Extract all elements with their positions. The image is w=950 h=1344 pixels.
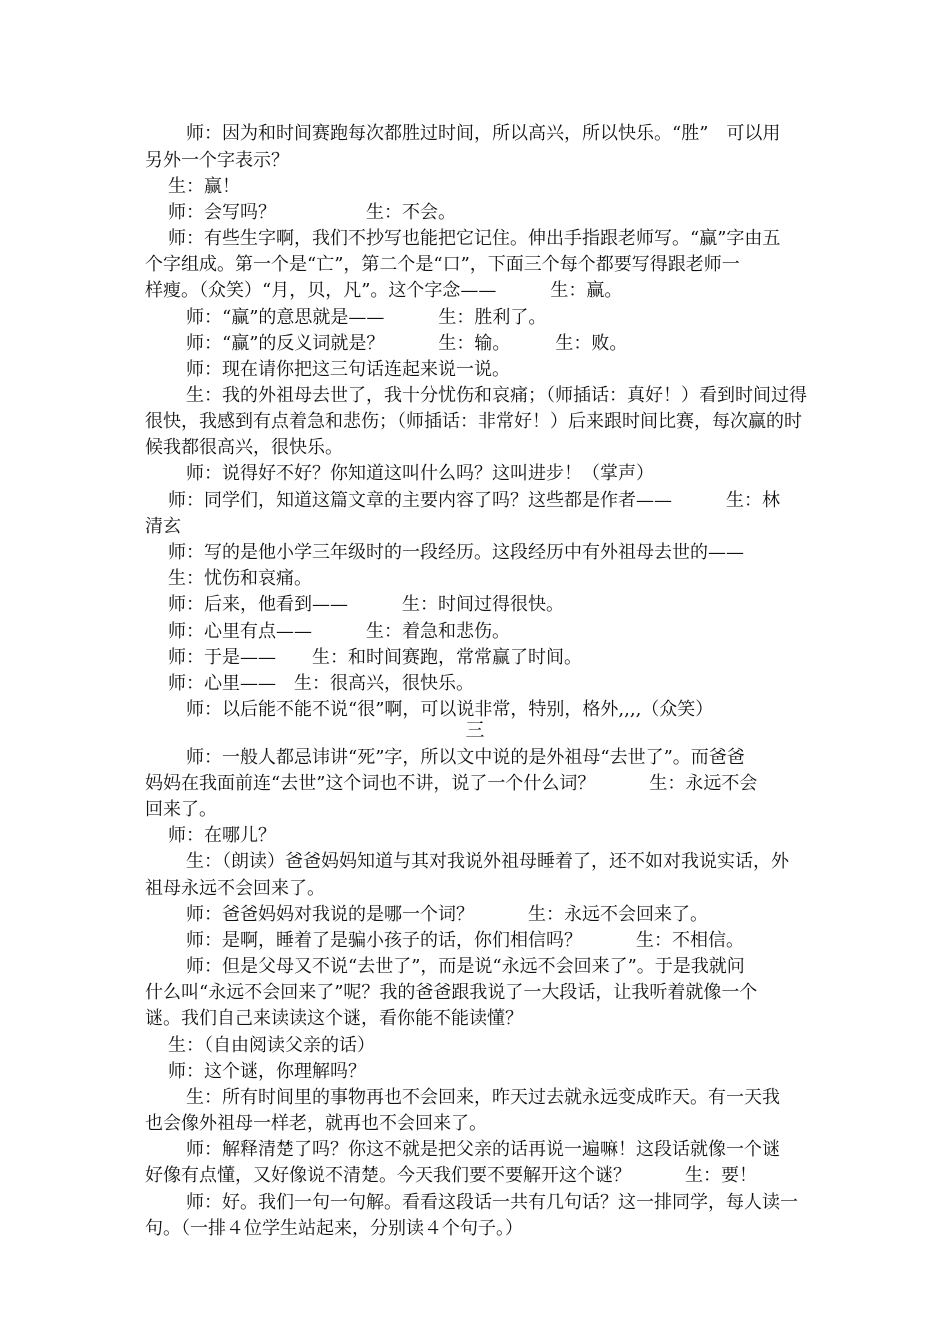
text-line: 祖母永远不会回来了。 bbox=[145, 878, 325, 899]
text-line: 回来了。 bbox=[145, 799, 217, 820]
text-line: 师：好。我们一句一句解。看看这段话一共有几句话？这一排同学，每人读一 bbox=[186, 1192, 798, 1213]
text-line: 师：写的是他小学三年级时的一段经历。这段经历中有外祖母去世的—— bbox=[168, 542, 744, 563]
text-line: 师：这个谜，你理解吗？ bbox=[168, 1061, 366, 1082]
text-line: 另外一个字表示？ bbox=[145, 150, 289, 171]
text-line: 师：以后能不能不说“很”啊，可以说非常，特别，格外,,,,（众笑） bbox=[186, 699, 714, 720]
text-line: 句。（一排４位学生站起来，分别读４个句子。） bbox=[145, 1218, 523, 1239]
text-line: 生：忧伤和哀痛。 bbox=[168, 568, 312, 589]
text-line: 个字组成。第一个是“亡”，第二个是“口”，下面三个每个都要写得跟老师一 bbox=[145, 254, 740, 275]
text-line: 很快，我感到有点着急和悲伤；（师插话：非常好！）后来跟时间比赛，每次赢的时 bbox=[145, 411, 802, 432]
text-line: 也会像外祖母一样老，就再也不会回来了。 bbox=[145, 1113, 487, 1134]
text-line: 样瘦。（众笑）“月，贝，凡”。这个字念—— 生：赢。 bbox=[145, 280, 623, 301]
text-line: 师：因为和时间赛跑每次都胜过时间，所以高兴，所以快乐。“胜” 可以用 bbox=[186, 123, 781, 144]
text-line: 师：一般人都忌讳讲“死”字，所以文中说的是外祖母“去世了”。而爸爸 bbox=[186, 747, 745, 768]
text-line: 师：同学们，知道这篇文章的主要内容了吗？这些都是作者—— 生：林 bbox=[168, 490, 780, 511]
text-line: 师：在哪儿？ bbox=[168, 825, 276, 846]
text-line: 师：“赢”的反义词就是？ 生：输。 生：败。 bbox=[186, 333, 628, 354]
text-line: 清玄 bbox=[145, 516, 181, 537]
text-line: 生：（朗读）爸爸妈妈知道与其对我说外祖母睡着了，还不如对我说实话，外 bbox=[186, 851, 789, 872]
text-line: 师：有些生字啊，我们不抄写也能把它记住。伸出手指跟老师写。“赢”字由五 bbox=[168, 228, 781, 249]
text-line: 生：（自由阅读父亲的话） bbox=[168, 1035, 375, 1056]
text-line: 师：心里有点—— 生：着急和悲伤。 bbox=[168, 621, 510, 642]
section-heading: 三 bbox=[465, 719, 485, 741]
text-line: 师：于是—— 生：和时间赛跑，常常赢了时间。 bbox=[168, 647, 582, 668]
text-line: 妈妈在我面前连“去世”这个词也不讲，说了一个什么词？ 生：永远不会 bbox=[145, 773, 758, 794]
text-line: 好像有点懂，又好像说不清楚。今天我们要不要解开这个谜？ 生：要！ bbox=[145, 1165, 757, 1186]
text-line: 生：赢！ bbox=[168, 176, 240, 197]
text-line: 生：我的外祖母去世了，我十分忧伤和哀痛；（师插话：真好！）看到时间过得 bbox=[186, 385, 807, 406]
text-line: 生：所有时间里的事物再也不会回来，昨天过去就永远变成昨天。有一天我 bbox=[186, 1087, 780, 1108]
text-line: 师：后来，他看到—— 生：时间过得很快。 bbox=[168, 594, 564, 615]
text-line: 师：但是父母又不说“去世了”，而是说“永远不会回来了”。于是我就问 bbox=[186, 956, 745, 977]
text-line: 师：爸爸妈妈对我说的是哪一个词？ 生：永远不会回来了。 bbox=[186, 904, 708, 925]
text-line: 师：解释清楚了吗？你这不就是把父亲的话再说一遍嘛！这段话就像一个谜 bbox=[186, 1139, 780, 1160]
text-line: 师：“赢”的意思就是—— 生：胜利了。 bbox=[186, 307, 547, 328]
text-line: 师：心里—— 生：很高兴，很快乐。 bbox=[168, 673, 474, 694]
text-line: 师：说得好不好？你知道这叫什么吗？这叫进步！（掌声） bbox=[186, 463, 654, 484]
text-line: 候我都很高兴，很快乐。 bbox=[145, 437, 343, 458]
text-line: 什么叫“永远不会回来了”呢？我的爸爸跟我说了一大段话，让我听着就像一个 bbox=[145, 982, 758, 1003]
text-line: 师：现在请你把这三句话连起来说一说。 bbox=[186, 359, 510, 380]
text-line: 师：会写吗？ 生：不会。 bbox=[168, 202, 456, 223]
text-line: 谜。我们自己来读读这个谜，看你能不能读懂？ bbox=[145, 1008, 523, 1029]
text-line: 师：是啊，睡着了是骗小孩子的话，你们相信吗？ 生：不相信。 bbox=[186, 930, 744, 951]
